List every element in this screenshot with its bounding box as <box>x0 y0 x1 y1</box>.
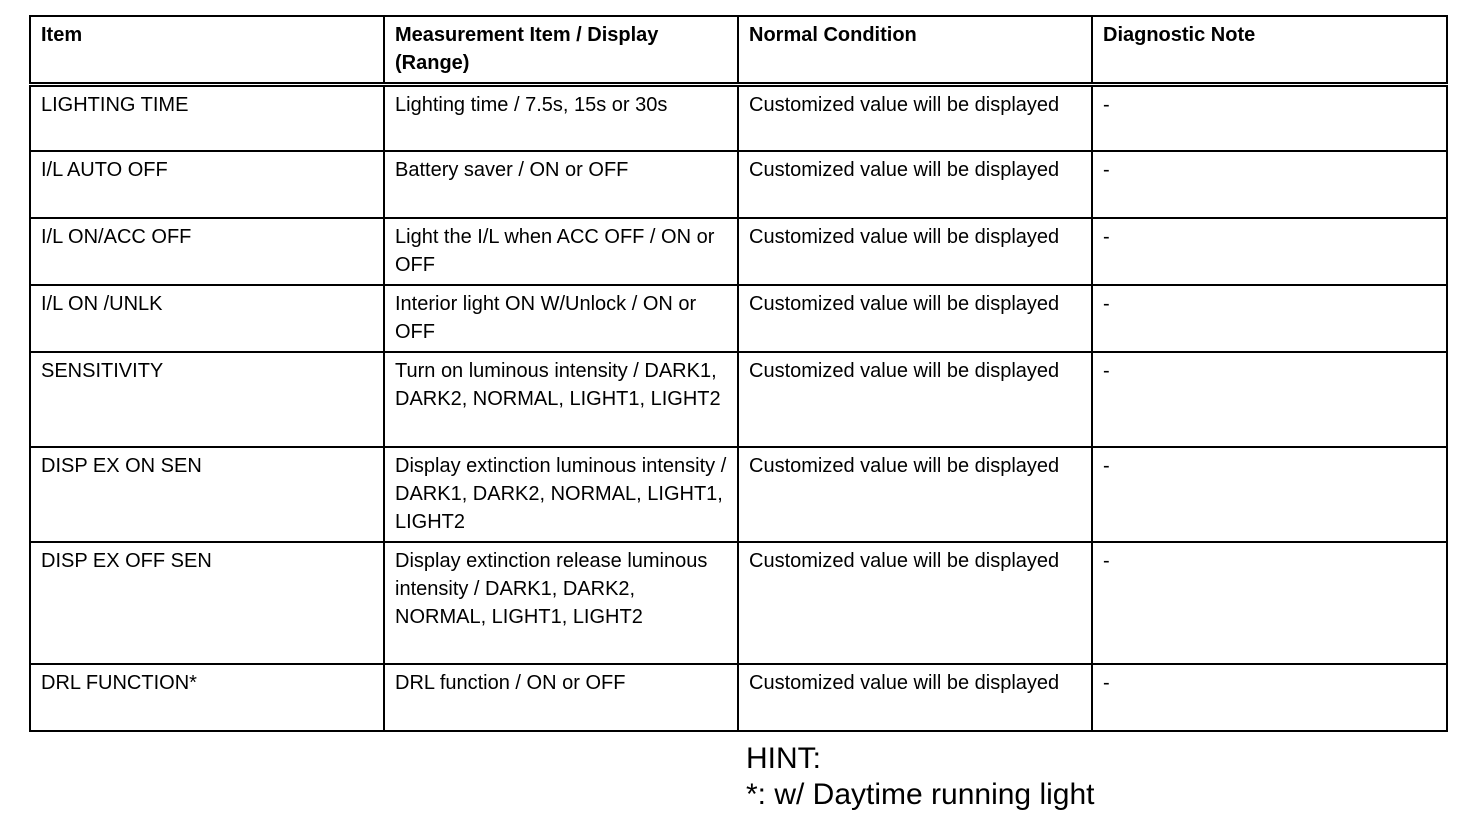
diagnostic-note-cell: - <box>1092 218 1447 285</box>
table-row <box>30 218 1447 285</box>
item-cell: SENSITIVITY <box>30 352 384 447</box>
table-header-row <box>30 16 1447 84</box>
table-row <box>30 151 1447 218</box>
measurement-cell: DRL function / ON or OFF <box>384 664 738 731</box>
data-list-table <box>29 15 1448 732</box>
normal-condition-cell: Customized value will be displayed <box>738 218 1092 285</box>
item-cell: I/L AUTO OFF <box>30 151 384 218</box>
normal-condition-cell: Customized value will be displayed <box>738 151 1092 218</box>
normal-condition-cell: Customized value will be displayed <box>738 664 1092 731</box>
measurement-cell: Battery saver / ON or OFF <box>384 151 738 218</box>
normal-condition-cell: Customized value will be displayed <box>738 285 1092 352</box>
hint-title: HINT: <box>746 742 821 775</box>
measurement-cell: Light the I/L when ACC OFF / ON or OFF <box>384 218 738 285</box>
column-header-normal-condition: Normal Condition <box>738 16 1092 84</box>
hint-note: *: w/ Daytime running light <box>746 778 1095 811</box>
diagnostic-note-cell: - <box>1092 542 1447 664</box>
table-row <box>30 285 1447 352</box>
normal-condition-cell: Customized value will be displayed <box>738 352 1092 447</box>
diagnostic-note-cell: - <box>1092 285 1447 352</box>
item-cell: DISP EX ON SEN <box>30 447 384 542</box>
normal-condition-cell: Customized value will be displayed <box>738 447 1092 542</box>
item-cell: I/L ON /UNLK <box>30 285 384 352</box>
column-header-measurement: Measurement Item / Display (Range) <box>384 16 738 84</box>
table-row <box>30 84 1447 151</box>
diagnostic-note-cell: - <box>1092 352 1447 447</box>
diagnostic-note-cell: - <box>1092 151 1447 218</box>
normal-condition-cell: Customized value will be displayed <box>738 542 1092 664</box>
normal-condition-cell: Customized value will be displayed <box>738 84 1092 151</box>
item-cell: LIGHTING TIME <box>30 84 384 151</box>
item-cell: DISP EX OFF SEN <box>30 542 384 664</box>
table-row <box>30 447 1447 542</box>
measurement-cell: Interior light ON W/Unlock / ON or OFF <box>384 285 738 352</box>
column-header-item: Item <box>30 16 384 84</box>
diagnostic-note-cell: - <box>1092 84 1447 151</box>
diagnostic-note-cell: - <box>1092 447 1447 542</box>
measurement-cell: Display extinction luminous intensity / DARK1, DARK2, NORMAL, LIGHT1, LIGHT2 <box>384 447 738 542</box>
item-cell: I/L ON/ACC OFF <box>30 218 384 285</box>
diagnostic-note-cell: - <box>1092 664 1447 731</box>
measurement-cell: Turn on luminous intensity / DARK1, DARK2, NORMAL, LIGHT1, LIGHT2 <box>384 352 738 447</box>
item-cell: DRL FUNCTION* <box>30 664 384 731</box>
hint-block <box>746 741 1095 813</box>
column-header-diagnostic-note: Diagnostic Note <box>1092 16 1447 84</box>
table-row <box>30 664 1447 731</box>
measurement-cell: Lighting time / 7.5s, 15s or 30s <box>384 84 738 151</box>
table-row <box>30 352 1447 447</box>
measurement-cell: Display extinction release luminous intensity / DARK1, DARK2, NORMAL, LIGHT1, LIGHT2 <box>384 542 738 664</box>
table-row <box>30 542 1447 664</box>
